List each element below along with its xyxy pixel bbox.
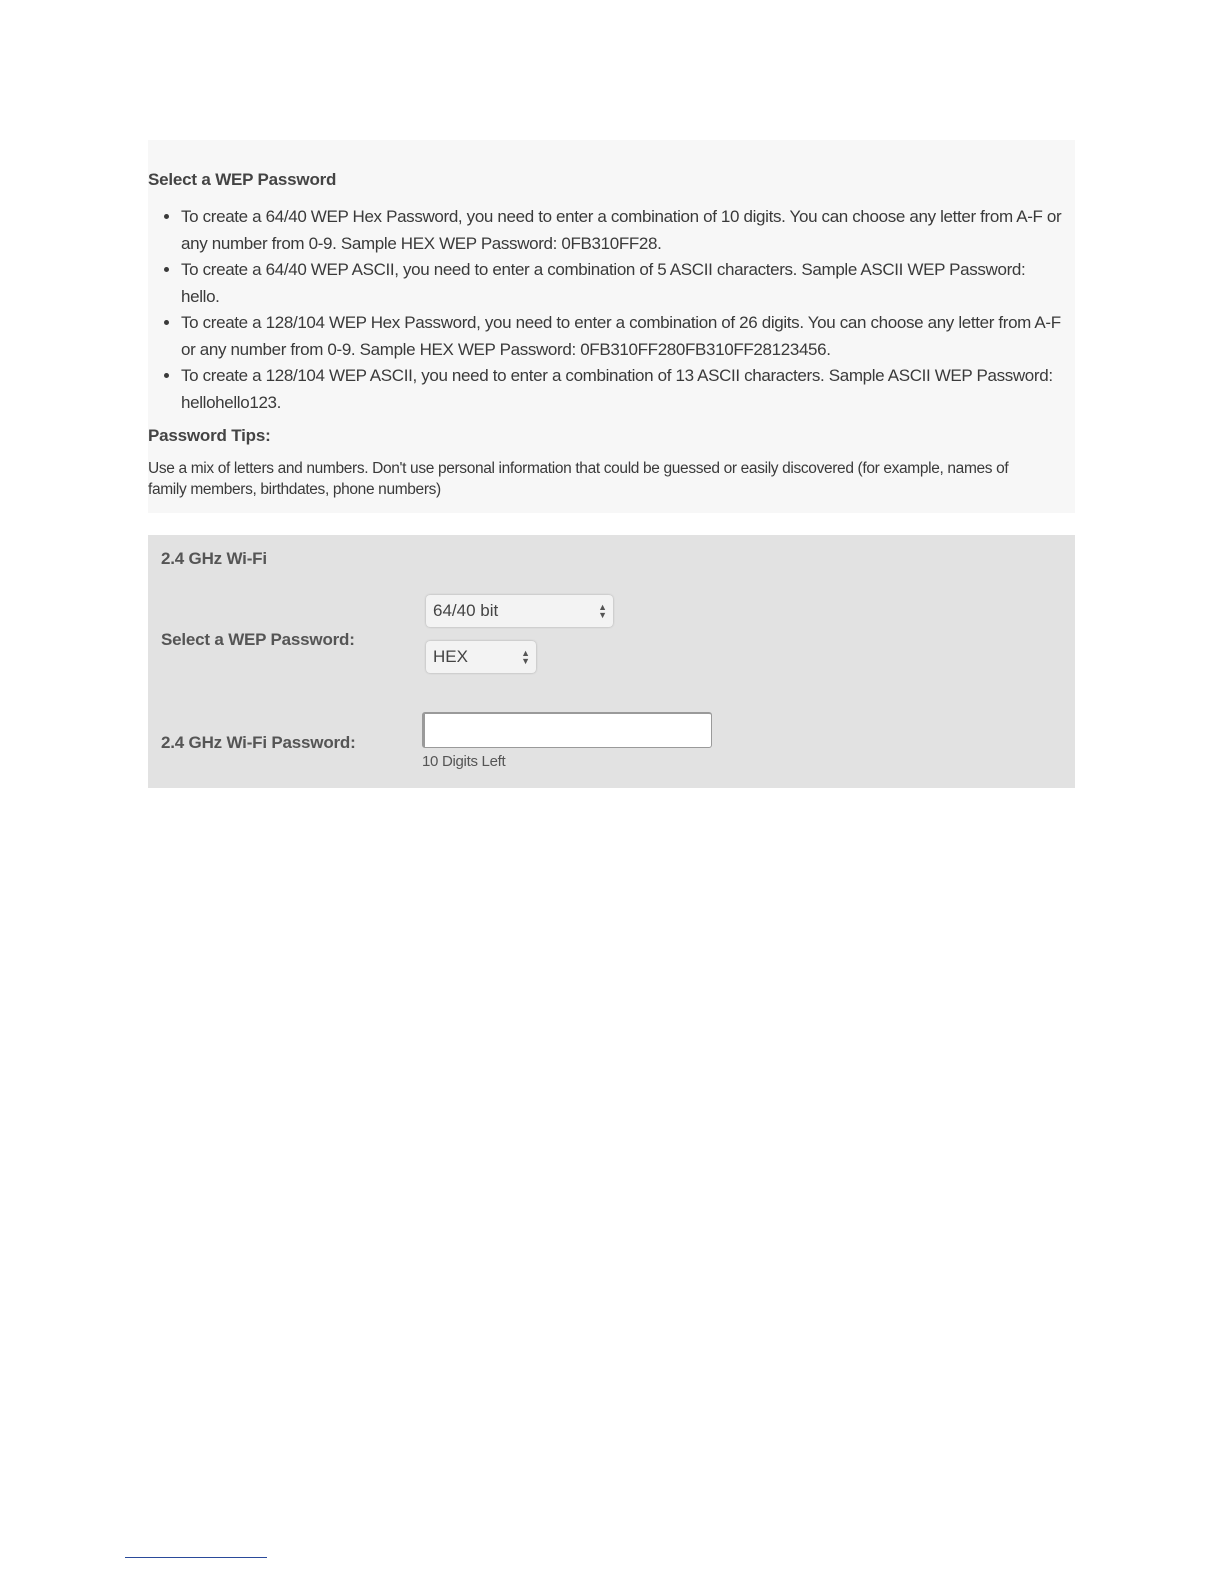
list-item: • To create a 64/40 WEP Hex Password, you need to enter a combination of 10 digits. You can choose any letter from A-F or any number from 0-9. Sample HEX WEP Password: 0FB310FF28. [181, 204, 1065, 257]
wep-type-select[interactable] [426, 641, 536, 673]
footnote-divider [125, 1557, 267, 1558]
tips-body: Use a mix of letters and numbers. Don't use personal information that could be guessed or easily discovered (for example, names of family members, birthdates, phone numbers) [148, 460, 1009, 498]
wep-rules-list [148, 204, 1065, 416]
select-arrows-icon: ▲ ▼ [598, 602, 607, 620]
info-heading: Select a WEP Password [148, 170, 337, 189]
section-title: 2.4 GHz Wi-Fi [161, 549, 267, 568]
list-item: • To create a 128/104 WEP Hex Password, you need to enter a combination of 26 digits. You can choose any letter from A-F or any number from 0-9. Sample HEX WEP Password: 0FB310FF280FB310FF28123456. [181, 310, 1065, 363]
list-item: • To create a 128/104 WEP ASCII, you need to enter a combination of 13 ASCII characters. Sample ASCII WEP Password: hellohello123. [181, 363, 1065, 416]
tips-heading: Password Tips: [148, 426, 271, 445]
wifi-password-label: 2.4 GHz Wi-Fi Password: [161, 733, 356, 752]
wep-type-select-value: HEX [433, 647, 468, 666]
wep-bit-select-value: 64/40 bit [433, 601, 499, 620]
digits-left-counter: 10 Digits Left [422, 753, 506, 770]
wep-bit-select[interactable] [426, 595, 613, 627]
wifi-password-input[interactable] [422, 712, 712, 748]
wep-info-panel [148, 140, 1075, 513]
select-arrows-icon: ▲ ▼ [521, 648, 530, 666]
wep-settings-screenshot [148, 140, 1075, 788]
list-item: • To create a 64/40 WEP ASCII, you need to enter a combination of 5 ASCII characters. Sample ASCII WEP Password: hello. [181, 257, 1065, 310]
wifi-settings-panel [148, 535, 1075, 788]
wep-password-label: Select a WEP Password: [161, 630, 355, 649]
